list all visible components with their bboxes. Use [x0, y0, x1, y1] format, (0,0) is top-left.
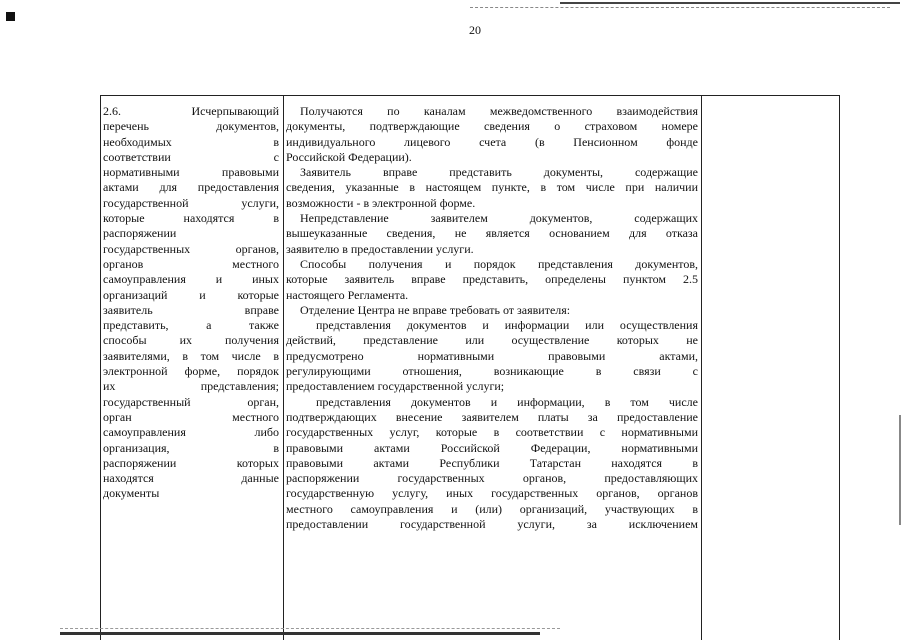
content-line: предусмотрено нормативными правовыми актами, [286, 348, 698, 363]
title-line: способы их получения [103, 333, 279, 348]
title-line: перечень документов, [103, 119, 279, 134]
content-line: настоящего Регламента. [286, 287, 409, 302]
content-line: документы, подтверждающие сведения о страховом номере [286, 119, 698, 134]
content-line: правовыми актами Республики Татарстан находятся в [286, 455, 698, 470]
title-line: заявитель вправе [103, 302, 279, 317]
title-line: их представления; [103, 379, 279, 394]
content-line: государственных услуг, которые в соответствии с нормативными [286, 425, 698, 440]
content-line: Непредставление заявителем документов, содержащих [300, 211, 698, 226]
title-line: государственных органов, [103, 241, 279, 256]
content-line: Заявитель вправе представить документы, содержащие [300, 165, 698, 180]
content-line: индивидуального лицевого счета (в Пенсионном фонде [286, 134, 698, 149]
content-line: представления документов и информации, в том числе [316, 394, 698, 409]
regulation-table [100, 95, 840, 640]
title-line: организаций и которые [103, 287, 279, 302]
title-line: государственной услуги, [103, 195, 279, 210]
title-line: заявителями, в том числе в [103, 348, 279, 363]
title-line: 2.6. Исчерпывающий [103, 104, 279, 118]
title-line: самоуправления либо [103, 425, 279, 440]
top-dashed-rule [470, 7, 890, 8]
content-line: возможности - в электронной форме. [286, 195, 476, 210]
title-line: самоуправления и иных [103, 272, 279, 287]
title-line: органов местного [103, 256, 279, 271]
content-line: государственную услугу, иных государственных органов, органов [286, 486, 698, 501]
content-line: заявителю в предоставлении услуги. [286, 241, 474, 256]
title-line: которые находятся в [103, 211, 279, 226]
requirement-title-cell [103, 104, 279, 502]
title-line: электронной форме, порядок [103, 364, 279, 379]
content-line: правовыми актами Российской Федерации, нормативными [286, 440, 698, 455]
title-line: распоряжении [103, 226, 177, 241]
content-line: распоряжении государственных органов, предоставляющих [286, 471, 698, 486]
content-line: которые заявитель вправе представить, определены пунктом 2.5 [286, 272, 698, 287]
title-line: находятся данные [103, 471, 279, 486]
requirement-content-cell [286, 104, 698, 532]
content-line: сведения, указанные в настоящем пункте, в том числе при наличии [286, 180, 698, 195]
title-line: нормативными правовыми [103, 165, 279, 180]
bottom-solid-rule [60, 632, 540, 635]
title-line: представить, а также [103, 318, 279, 333]
content-line: представления документов и информации или осуществления [316, 318, 698, 333]
title-line: орган местного [103, 409, 279, 424]
top-solid-rule [560, 2, 900, 4]
title-line: государственный орган, [103, 394, 279, 409]
table-right-border [839, 95, 840, 640]
title-line: документы [103, 486, 160, 501]
content-line: Отделение Центра не вправе требовать от заявителя: [300, 302, 571, 317]
title-line: организация, в [103, 440, 279, 455]
scan-edge-mark [899, 415, 901, 525]
title-line: распоряжении которых [103, 455, 279, 470]
empty-notes-cell [702, 96, 838, 636]
page-number: 20 [469, 23, 481, 37]
content-line: предоставлением государственной услуги; [286, 379, 505, 394]
title-line: актами для предоставления [103, 180, 279, 195]
content-line: Способы получения и порядок представления документов, [300, 256, 698, 271]
scan-corner-mark [6, 12, 15, 21]
content-line: регулирующими отношения, возникающие в связи с [286, 364, 698, 379]
column-divider-1 [283, 95, 284, 640]
table-left-border [100, 95, 101, 640]
content-line: действий, представление или осуществление которых не [286, 333, 698, 348]
title-line: соответствии с [103, 149, 279, 164]
content-line: Российской Федерации). [286, 149, 412, 164]
title-line: необходимых в [103, 134, 279, 149]
content-line: подтверждающих внесение заявителем платы за предоставление [286, 409, 698, 424]
content-line: предоставлении государственной услуги, за исключением [286, 517, 698, 532]
bottom-dashed-rule [60, 628, 560, 629]
content-line: местного самоуправления и (или) организаций, участвующих в [286, 501, 698, 516]
content-line: Получаются по каналам межведомственного взаимодействия [300, 104, 698, 118]
content-line: вышеуказанные сведения, не является основанием для отказа [286, 226, 698, 241]
